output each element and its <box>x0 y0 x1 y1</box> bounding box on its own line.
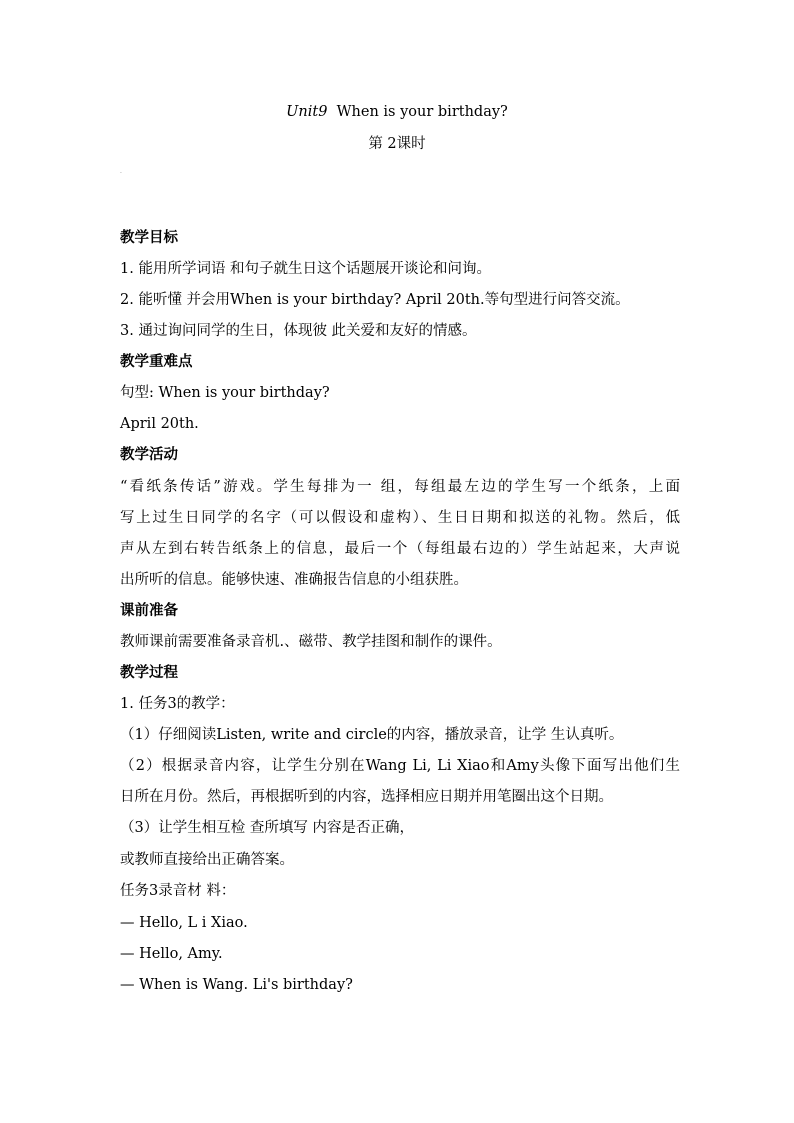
stray-mark: . <box>120 168 122 175</box>
process-heading: 教学过程 <box>120 665 178 681</box>
goal-item: 1. 能用所学词语 和句子就生日这个话题展开谈论和问询。 <box>120 261 492 277</box>
process-line: 或教师直接给出正确答案。 <box>120 852 294 868</box>
goal-item: 2. 能听懂 并会用When is your birthday? April 20th.等句型进行问答交流。 <box>120 292 630 308</box>
process-line: 任务3录音材 料： <box>120 883 236 899</box>
prep-text: 教师课前需要准备录音机.、磁带、教学挂图和制作的课件。 <box>120 634 502 650</box>
prep-heading: 课前准备 <box>120 603 178 619</box>
goals-heading: 教学目标 <box>120 230 178 246</box>
process-line: （3）让学生相互检 查所填写 内容是否正确， <box>120 820 414 836</box>
document-title <box>0 102 794 122</box>
activity-paragraph-line: “看纸条传话”游戏。学生每排为一 组，每组最左边的学生写一个纸条，上面 <box>120 479 680 495</box>
process-line: 1. 任务3的教学： <box>120 696 235 712</box>
lesson-subtitle: 第 2课时 <box>368 136 426 152</box>
key-point-item: 句型: When is your birthday? <box>120 385 330 401</box>
activity-paragraph-line: 写上过生日同学的名字（可以假设和虚构）、生日日期和拟送的礼物。然后，低 <box>120 510 680 526</box>
activity-paragraph-line: 声从左到右转告纸条上的信息，最后一个（每组最右边的）学生站起来，大声说 <box>120 541 680 557</box>
activity-paragraph-line: 出所听的信息。能够快速、准确报告信息的小组获胜。 <box>120 572 468 588</box>
process-line: （1）仔细阅读Listen, write and circle的内容，播放录音，让学 生认真听。 <box>120 727 624 743</box>
dialogue-line: — Hello, Amy. <box>120 946 223 962</box>
title-question: When is your birthday? <box>336 104 508 120</box>
process-line: 日所在月份。然后，再根据听到的内容，选择相应日期并用笔圈出这个日期。 <box>120 789 613 805</box>
unit-label: Unit9 <box>286 104 328 120</box>
key-points-heading: 教学重难点 <box>120 354 193 370</box>
key-point-item: April 20th. <box>120 416 199 432</box>
dialogue-line: — When is Wang. Li's birthday? <box>120 977 353 993</box>
activity-heading: 教学活动 <box>120 447 178 463</box>
process-line: （2）根据录音内容，让学生分别在Wang Li, Li Xiao和Amy头像下面写出他们生 <box>120 758 680 774</box>
goal-item: 3. 通过询问同学的生日，体现彼 此关爱和友好的情感。 <box>120 323 477 339</box>
dialogue-line: — Hello, L i Xiao. <box>120 915 248 931</box>
